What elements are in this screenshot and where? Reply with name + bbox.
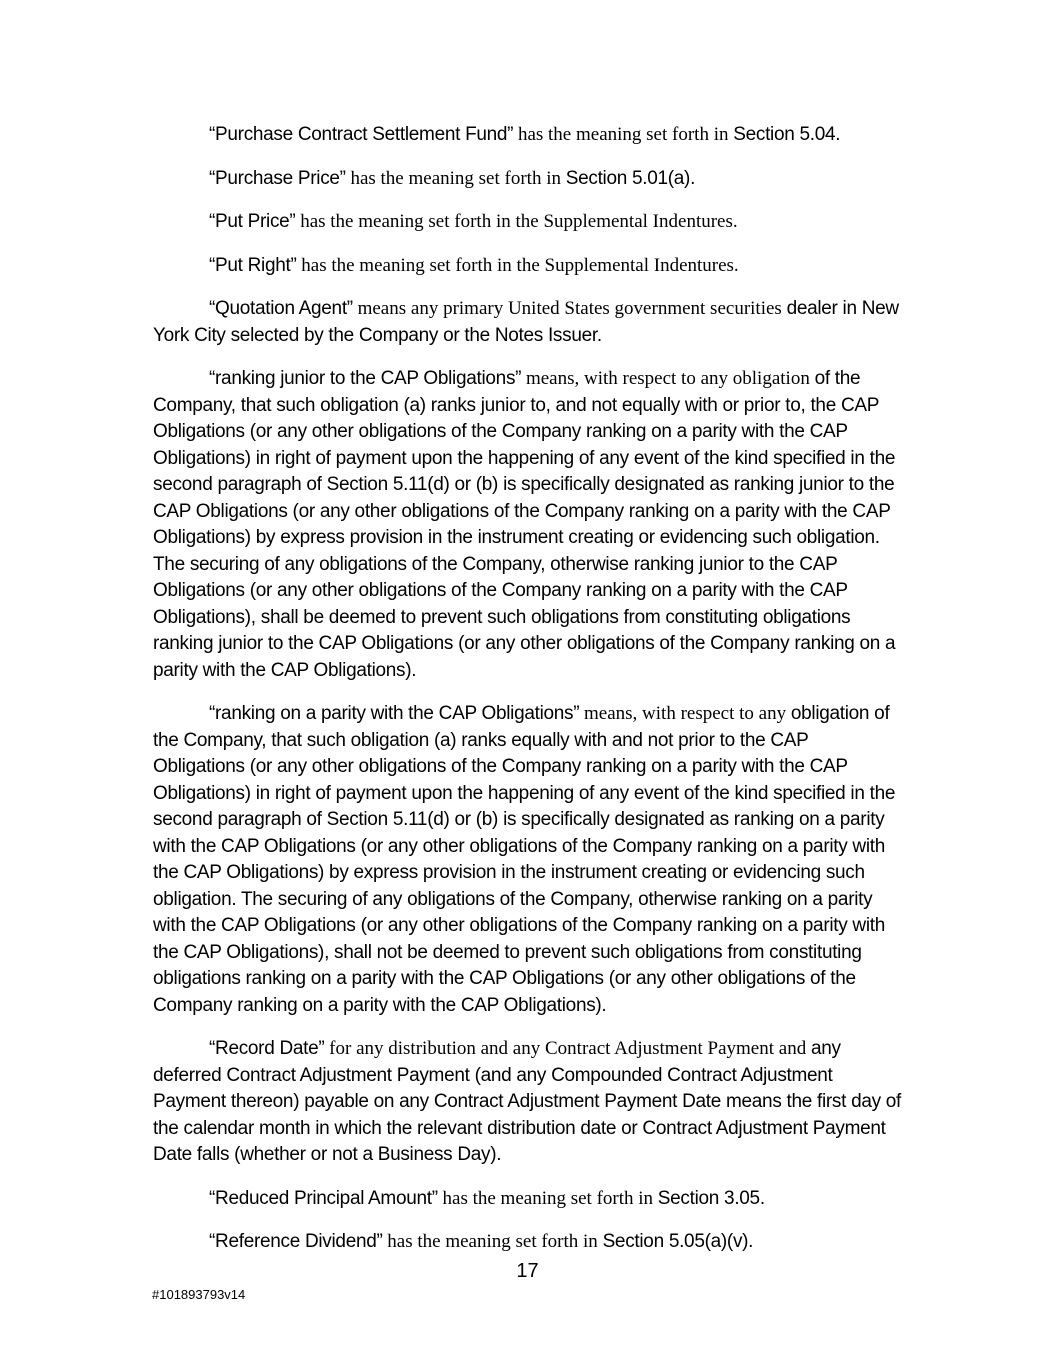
- defined-term: “Purchase Contract Settlement Fund”: [209, 124, 514, 145]
- paragraph: [153, 253, 903, 280]
- document-body: [153, 122, 903, 1273]
- defined-term: “Put Price”: [209, 211, 296, 232]
- body-text: means, with respect to any obligation: [521, 368, 815, 389]
- body-text: means any primary United States government securities: [352, 298, 787, 319]
- paragraph: [153, 366, 903, 684]
- body-text: of the Company, that such obligation (a) ranks junior to, and not equally with or prior to, the CAP Obligations (or any other obligations of the Company ranking on a parity with the CAP Obligations) in right of payment upon the happening of any event of the kind specified in the second paragraph of Section 5.11(d) or (b) is specifically designated as ranking junior to the CAP Obligations (or any other obligations of the Company ranking on a parity with the CAP Obligations) by express provision in the instrument creating or evidencing such obligation. The securing of any obligations of the Company, otherwise ranking junior to the CAP Obligations (or any other obligations of the Company ranking on a parity with the CAP Obligations), shall be deemed to prevent such obligations from constituting obligations ranking junior to the CAP Obligations (or any other obligations of the Company ranking on a parity with the CAP Obligations).: [153, 368, 896, 681]
- body-text: means, with respect to any: [579, 703, 791, 724]
- defined-term: “Reduced Principal Amount”: [209, 1187, 438, 1209]
- body-text: dealer in New York City selected by the Company or the Notes Issuer.: [153, 298, 899, 346]
- paragraph: [153, 296, 903, 349]
- body-text: Section 3.05.: [657, 1187, 765, 1209]
- defined-term: “ranking on a parity with the CAP Obligations”: [209, 703, 580, 724]
- paragraph: [153, 1229, 903, 1256]
- body-text: Section 5.01(a).: [565, 167, 696, 189]
- body-text: obligation of the Company, that such obligation (a) ranks equally with and not prior to the CAP Obligations (or any other obligations of the Company ranking on a parity with the CAP Obligations) in right of payment upon the happening of any event of the kind specified in the second paragraph of Section 5.11(d) or (b) is specifically designated as ranking on a parity with the CAP Obligations (or any other obligations of the Company ranking on a parity with the CAP Obligations) by express provision in the instrument creating or evidencing such obligation. The securing of any obligations of the Company, otherwise ranking on a parity with the CAP Obligations (or any other obligations of the Company ranking on a parity with the CAP Obligations), shall not be deemed to prevent such obligations from constituting obligations ranking on a parity with the CAP Obligations (or any other obligations of the Company ranking on a parity with the CAP Obligations).: [153, 703, 896, 1016]
- paragraph: [153, 701, 903, 1019]
- paragraph: [153, 122, 903, 149]
- body-text: for any distribution and any Contract Adjustment Payment and: [324, 1038, 811, 1059]
- body-text: has the meaning set forth in the Supplemental Indentures.: [296, 254, 739, 276]
- body-text: any deferred Contract Adjustment Payment (and any Compounded Contract Adjustment Payment thereon) payable on any Contract Adjustment Payment Date means the first day of the calendar month in which the relevant distribution date or Contract Adjustment Payment Date falls (whether or not a Business Day).: [153, 1038, 902, 1165]
- defined-term: “ranking junior to the CAP Obligations”: [209, 368, 522, 389]
- body-text: Section 5.04.: [733, 124, 841, 145]
- paragraph: [153, 1186, 903, 1213]
- body-text: has the meaning set forth in the Supplemental Indentures.: [295, 211, 738, 232]
- paragraph: [153, 1036, 903, 1169]
- defined-term: “Put Right”: [209, 254, 297, 276]
- body-text: has the meaning set forth in: [345, 167, 566, 189]
- body-text: has the meaning set forth in: [437, 1187, 658, 1209]
- document-id-stamp: #101893793v14: [152, 1287, 246, 1302]
- defined-term: “Reference Dividend”: [209, 1231, 383, 1252]
- paragraph: [153, 209, 903, 236]
- page-number: 17: [516, 1260, 539, 1282]
- body-text: Section 5.05(a)(v).: [602, 1231, 754, 1252]
- defined-term: “Quotation Agent”: [209, 298, 353, 319]
- body-text: has the meaning set forth in: [382, 1231, 603, 1252]
- paragraph: [153, 166, 903, 193]
- body-text: has the meaning set forth in: [513, 124, 734, 145]
- defined-term: “Purchase Price”: [209, 167, 346, 189]
- defined-term: “Record Date”: [209, 1038, 325, 1059]
